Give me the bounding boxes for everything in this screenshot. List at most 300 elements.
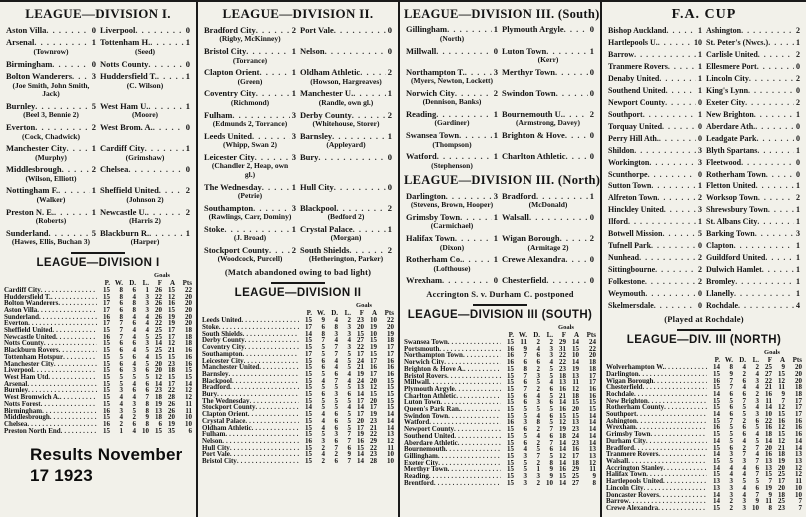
stat-cell: 18: [185, 326, 192, 335]
match-row: [606, 147, 802, 156]
away-team-name: Llanelly: [706, 289, 735, 299]
stat-cell: 4: [347, 376, 351, 385]
stat-cell: 15: [103, 292, 110, 301]
goals-label: Goals: [558, 323, 574, 331]
stat-cell: 9: [523, 344, 527, 353]
match-away-half: [98, 123, 192, 141]
stat-cell: 16: [795, 423, 802, 432]
team-score-line: [706, 290, 800, 299]
dot-leader: [665, 99, 696, 108]
stat-cell: 17: [103, 319, 110, 328]
stat-cell: 20: [155, 359, 162, 368]
away-score: 2: [796, 97, 800, 107]
table-row: [4, 334, 192, 341]
home-team-name: Grimsby Town: [406, 211, 461, 222]
stat-cell: 15: [507, 465, 514, 474]
stat-cell: 15: [507, 458, 514, 467]
stat-cell: 4: [536, 344, 540, 353]
stat-cell: 16: [507, 344, 514, 353]
stat-cell: 22: [168, 386, 175, 395]
stat-cell: 6: [729, 389, 733, 398]
table-column-headers: [606, 356, 802, 364]
team-name: Aston Villa: [4, 306, 38, 314]
team-score-line: [502, 152, 594, 162]
away-scorers: (Kerr): [537, 55, 559, 65]
home-team-name: Hartlepools U.: [608, 38, 658, 48]
stat-cell: 12: [168, 292, 175, 301]
home-team-name: Perry Hill Ath.: [608, 133, 659, 143]
table-row: [4, 387, 192, 394]
home-score: 3: [698, 205, 702, 215]
stat-cell: 14: [713, 463, 720, 472]
stat-cell: 10: [795, 490, 802, 499]
dot-leader: [734, 242, 794, 251]
stat-cell: 5: [729, 456, 733, 465]
stat-cell: 7: [145, 393, 149, 402]
home-scorers: (Rigby, McKinney): [219, 34, 281, 44]
stat-cell: 8: [119, 292, 123, 301]
home-team-name: Workington: [608, 157, 650, 167]
home-scorers: (Beel 3, Bennie 2): [23, 110, 79, 120]
team-score-line: [608, 51, 702, 60]
dot-leader: [666, 87, 696, 96]
team-cell: [404, 426, 501, 433]
away-team-name: Lincoln City: [706, 73, 749, 83]
stat-cell: 6: [549, 431, 553, 440]
match-home-half: [606, 218, 704, 227]
team-name: Newcastle United: [4, 333, 56, 341]
stat-cell: 17: [357, 349, 364, 358]
match-home-half: [606, 159, 704, 168]
stat-cell: 1: [145, 285, 149, 294]
match-away-half: [98, 60, 192, 70]
stat-cell: 22: [155, 319, 162, 328]
home-team-name: Botwell Mission: [608, 229, 663, 239]
away-team-name: Swindon Town: [502, 87, 556, 98]
dot-leader: [230, 445, 299, 452]
stat-column-header: P.: [508, 330, 514, 339]
stat-cell: 7: [334, 443, 338, 452]
away-team-name: Clapton: [706, 241, 734, 251]
match-row: [4, 72, 192, 99]
away-team-name: Hull City: [300, 181, 334, 192]
away-score: 0: [796, 133, 800, 143]
match-home-half: [4, 229, 98, 247]
team-name: Swindon Town: [404, 412, 449, 420]
team-name: Brentford: [404, 479, 434, 487]
stat-cell: 12: [155, 372, 162, 381]
stat-cell: 11: [520, 337, 527, 346]
stat-cell: 16: [370, 363, 377, 372]
table-row: [202, 324, 394, 331]
match-row: [4, 229, 192, 247]
stat-cell: 22: [185, 285, 192, 294]
away-score: 0: [387, 46, 392, 57]
team-name: Lincoln City: [606, 484, 644, 492]
stat-cell: 6: [536, 358, 540, 367]
team-cell: [606, 411, 707, 418]
stat-cell: 15: [168, 285, 175, 294]
stat-cell: 2: [321, 443, 325, 452]
table-row: [404, 440, 596, 447]
stat-cell: 3: [742, 497, 746, 506]
match-home-half: [606, 39, 704, 48]
stat-cell: 15: [305, 336, 312, 345]
stat-cell: 2: [536, 337, 540, 346]
away-team-name: Rochdale: [706, 301, 738, 311]
team-cell: [606, 505, 707, 512]
stat-cell: 4: [729, 470, 733, 479]
stat-cell: 25: [572, 472, 579, 481]
match-row: [606, 99, 802, 108]
goals-header: [404, 324, 596, 331]
match-home-half: [4, 60, 98, 70]
stat-cell: 22: [765, 416, 772, 425]
stat-cell: 15: [387, 376, 394, 385]
stat-cell: 24: [572, 431, 579, 440]
table-row: [4, 287, 192, 294]
stat-cell: 6: [729, 403, 733, 412]
team-cell: [404, 393, 501, 400]
team-name: Arsenal: [4, 380, 28, 388]
stat-cell: 3: [523, 451, 527, 460]
stat-cell: 23: [572, 438, 579, 447]
stat-cell: 25: [155, 326, 162, 335]
stat-cell: 4: [132, 426, 136, 435]
match-away-half: [704, 147, 802, 156]
stat-cell: 6: [523, 391, 527, 400]
home-team-name: Tranmere Rovers: [608, 61, 668, 71]
stat-cell: 17: [103, 305, 110, 314]
stat-cell: 5: [347, 410, 351, 419]
stat-cell: 11: [387, 443, 394, 452]
team-name: Fulham: [202, 431, 226, 438]
stat-cell: 20: [765, 443, 772, 452]
dot-leader: [463, 352, 501, 359]
dot-leader: [639, 254, 696, 263]
stat-cell: 14: [559, 458, 566, 467]
stat-cell: 13: [559, 378, 566, 387]
dot-leader: [634, 445, 707, 452]
stat-cell: 11: [185, 399, 192, 408]
table-row: [202, 438, 394, 445]
stat-cell: 15: [507, 391, 514, 400]
stat-cell: 16: [572, 445, 579, 454]
table-row: [4, 320, 192, 327]
stat-cell: 15: [507, 405, 514, 414]
stat-cell: 17: [370, 369, 377, 378]
stat-cell: 7: [768, 477, 772, 486]
away-team-name: Chelsea: [100, 164, 129, 175]
home-team-name: Stockport County: [204, 244, 269, 255]
home-scorers: (North): [439, 33, 465, 43]
team-cell: [202, 411, 299, 418]
away-team-name: Merthyr Town: [502, 66, 555, 77]
home-team-name: Barrow: [608, 50, 635, 59]
stat-column-header: Pts: [586, 330, 596, 339]
stat-cell: 21: [778, 443, 785, 452]
home-team-name: Tufnell Park: [608, 241, 652, 251]
team-cell: [404, 460, 501, 467]
stat-cell: 15: [370, 349, 377, 358]
team-cell: [202, 351, 299, 358]
home-scorers: (Petrie): [237, 191, 263, 201]
home-team-name: Millwall: [406, 45, 437, 56]
team-cell: [202, 331, 299, 338]
home-scorers: (Richmond): [230, 97, 270, 107]
team-name: Barrow: [606, 498, 629, 505]
stat-column-header: W.: [724, 356, 733, 365]
away-score: 0: [796, 121, 800, 131]
away-score: 2: [387, 109, 392, 120]
stat-cell: 15: [305, 390, 312, 399]
team-name: Bournemouth: [404, 446, 446, 453]
stat-cell: 14: [713, 450, 720, 459]
stat-cell: 5: [145, 372, 149, 381]
stat-cell: 21: [357, 363, 364, 372]
away-scorers: (C. Wilson): [126, 80, 164, 90]
home-scorers: (Stevens, Brown, Hooper): [410, 200, 494, 210]
match-away-half: [704, 254, 802, 263]
dot-leader: [128, 165, 183, 175]
dot-leader: [649, 159, 696, 168]
team-score-line: [502, 68, 594, 78]
dot-leader: [58, 300, 97, 307]
team-score-line: [706, 27, 800, 36]
spacer: [606, 349, 759, 356]
stat-cell: 9: [549, 465, 553, 474]
table-row: [4, 414, 192, 421]
team-cell: [404, 473, 501, 480]
stat-cell: 9: [145, 413, 149, 422]
away-team-name: Bromley: [706, 277, 736, 287]
stat-cell: 15: [155, 352, 162, 361]
dot-leader: [658, 39, 692, 48]
away-team-name: Cardiff City: [100, 143, 145, 154]
away-score: 0: [589, 24, 594, 35]
stat-cell: 4: [742, 363, 746, 372]
stat-cell: 10: [185, 419, 192, 428]
dot-leader: [565, 131, 588, 141]
stat-cell: 5: [347, 363, 351, 372]
stat-cell: 15: [507, 478, 514, 487]
stat-cell: 15: [713, 470, 720, 479]
match-away-half: [704, 111, 802, 120]
table-row: [606, 451, 802, 458]
stat-column-header: F: [767, 356, 772, 365]
stat-cell: 7: [523, 384, 527, 393]
table-row: [606, 492, 802, 499]
team-cell: [606, 458, 707, 465]
stat-cell: 15: [103, 399, 110, 408]
stat-cell: 9: [729, 369, 733, 378]
team-column-header: [606, 356, 707, 364]
away-score: 1: [796, 109, 800, 119]
stat-cell: 7: [755, 470, 759, 479]
match-row: [606, 302, 802, 311]
team-column-header: [4, 279, 97, 287]
stat-cell: 31: [559, 344, 566, 353]
dot-leader: [438, 453, 501, 460]
stat-cell: 2: [536, 364, 540, 373]
stat-cell: 15: [305, 450, 312, 459]
division-3-south-results: [404, 7, 600, 170]
stat-cell: 7: [119, 332, 123, 341]
home-score: 0: [493, 275, 498, 286]
stat-cell: 10: [370, 316, 377, 325]
section-title: LEAGUE—DIVISION I.: [25, 6, 171, 21]
match-away-half: [298, 153, 394, 180]
division-1-table: [4, 252, 192, 434]
stat-cell: 2: [742, 369, 746, 378]
stat-cell: 14: [155, 379, 162, 388]
division-2-results: [202, 7, 394, 277]
away-score: 0: [387, 151, 392, 162]
team-cell: [4, 387, 97, 394]
stat-column-header: F: [157, 278, 162, 287]
away-score: 1: [796, 253, 800, 263]
stat-cell: 2: [536, 458, 540, 467]
team-name: Merthyr Town: [404, 466, 448, 474]
match-home-half: [404, 131, 500, 149]
stat-cell: 20: [795, 363, 802, 372]
dot-leader: [67, 144, 90, 154]
match-away-half: [98, 102, 192, 120]
stat-cell: 4: [742, 383, 746, 392]
dot-leader: [27, 421, 97, 428]
stat-cell: 25: [778, 470, 785, 479]
stat-cell: 6: [755, 483, 759, 492]
stat-cell: 4: [321, 376, 325, 385]
stat-cell: 24: [357, 356, 364, 365]
team-name: Norwich City: [404, 359, 445, 366]
stat-cell: 19: [357, 430, 364, 439]
team-score-line: [608, 63, 702, 72]
dot-leader: [756, 135, 794, 144]
match-home-half: [606, 182, 704, 191]
stat-cell: 20: [185, 312, 192, 321]
stat-column-header: A: [779, 356, 785, 365]
match-away-half: [298, 204, 394, 222]
stat-cell: 10: [546, 478, 553, 487]
home-team-name: Shildon: [608, 145, 635, 155]
dot-leader: [37, 307, 97, 314]
match-row: [606, 206, 802, 215]
stat-cell: 14: [765, 403, 772, 412]
stat-cell: 17: [795, 410, 802, 419]
stat-cell: 15: [559, 411, 566, 420]
stat-cell: 13: [155, 406, 162, 415]
away-score: 0: [796, 157, 800, 167]
stat-cell: 25: [155, 346, 162, 355]
stat-cell: 5: [347, 423, 351, 432]
match-home-half: [202, 89, 298, 107]
dot-leader: [758, 194, 794, 203]
match-row: [202, 26, 394, 44]
stat-cell: 8: [536, 418, 540, 427]
team-name: Queen's Park Ran.: [404, 406, 461, 413]
dot-leader: [634, 391, 707, 398]
dot-leader: [634, 51, 696, 60]
stat-cell: 15: [305, 396, 312, 405]
away-team-name: St. Albans City: [706, 217, 758, 227]
stat-cell: 12: [370, 383, 377, 392]
stat-cell: 6: [119, 339, 123, 348]
table-row: [4, 394, 192, 401]
match-home-half: [4, 102, 98, 120]
dot-leader: [529, 213, 588, 223]
home-team-name: Hinckley United: [608, 205, 664, 215]
away-team-name: Bury: [300, 151, 319, 162]
team-cell: [4, 408, 97, 415]
stat-cell: 19: [370, 322, 377, 331]
team-name: Charlton Athletic: [404, 392, 457, 400]
away-team-name: Ashington: [706, 26, 742, 36]
stat-cell: 6: [321, 390, 325, 399]
stat-cell: 15: [507, 398, 514, 407]
home-team-name: Denaby United: [608, 73, 660, 83]
stat-cell: 13: [357, 383, 364, 392]
stat-cell: 19: [572, 364, 579, 373]
team-score-line: [706, 171, 800, 180]
team-name: West Ham Utd: [4, 373, 49, 381]
dot-leader: [448, 413, 501, 420]
dot-leader: [259, 364, 299, 371]
stat-cell: 6: [523, 378, 527, 387]
away-team-name: Shrewsbury Town: [706, 205, 768, 215]
dot-leader: [646, 471, 707, 478]
stat-cell: 2: [334, 450, 338, 459]
stat-cell: 4: [755, 369, 759, 378]
team-score-line: [608, 39, 702, 48]
match-row: [606, 218, 802, 227]
team-name: Clapton Orient: [202, 411, 248, 418]
away-scorers: (Johnson 2): [126, 194, 164, 204]
stat-cell: 6: [742, 376, 746, 385]
stat-cell: 6: [523, 438, 527, 447]
stat-cell: 20: [357, 416, 364, 425]
stat-cell: 14: [589, 438, 596, 447]
match-away-half: [298, 246, 394, 264]
stat-column-header: D.: [739, 356, 746, 365]
match-away-half: [98, 72, 192, 99]
dot-leader: [643, 384, 707, 391]
team-score-line: [706, 242, 800, 251]
match-away-half: [98, 144, 192, 162]
stat-cell: 5: [119, 379, 123, 388]
team-score-line: [100, 26, 190, 36]
stat-cell: 20: [370, 396, 377, 405]
stat-cell: 3: [729, 477, 733, 486]
away-team-name: Newcastle U.: [100, 206, 147, 217]
home-scorers: (Townrow): [33, 46, 69, 56]
away-score: 1: [796, 181, 800, 191]
team-score-line: [706, 51, 800, 60]
match-home-half: [404, 110, 500, 128]
stat-cell: 5: [549, 405, 553, 414]
stat-cell: 3: [729, 490, 733, 499]
stat-cell: 15: [168, 305, 175, 314]
team-column-header: [202, 309, 299, 317]
team-score-line: [706, 278, 800, 287]
team-name: Plymouth Argyle: [404, 385, 455, 393]
dot-leader: [228, 371, 299, 378]
dot-leader: [252, 425, 299, 432]
stat-cell: 11: [778, 383, 785, 392]
dot-leader: [153, 123, 184, 133]
away-team-name: Liverpool: [100, 24, 136, 35]
stat-cell: 8: [321, 329, 325, 338]
